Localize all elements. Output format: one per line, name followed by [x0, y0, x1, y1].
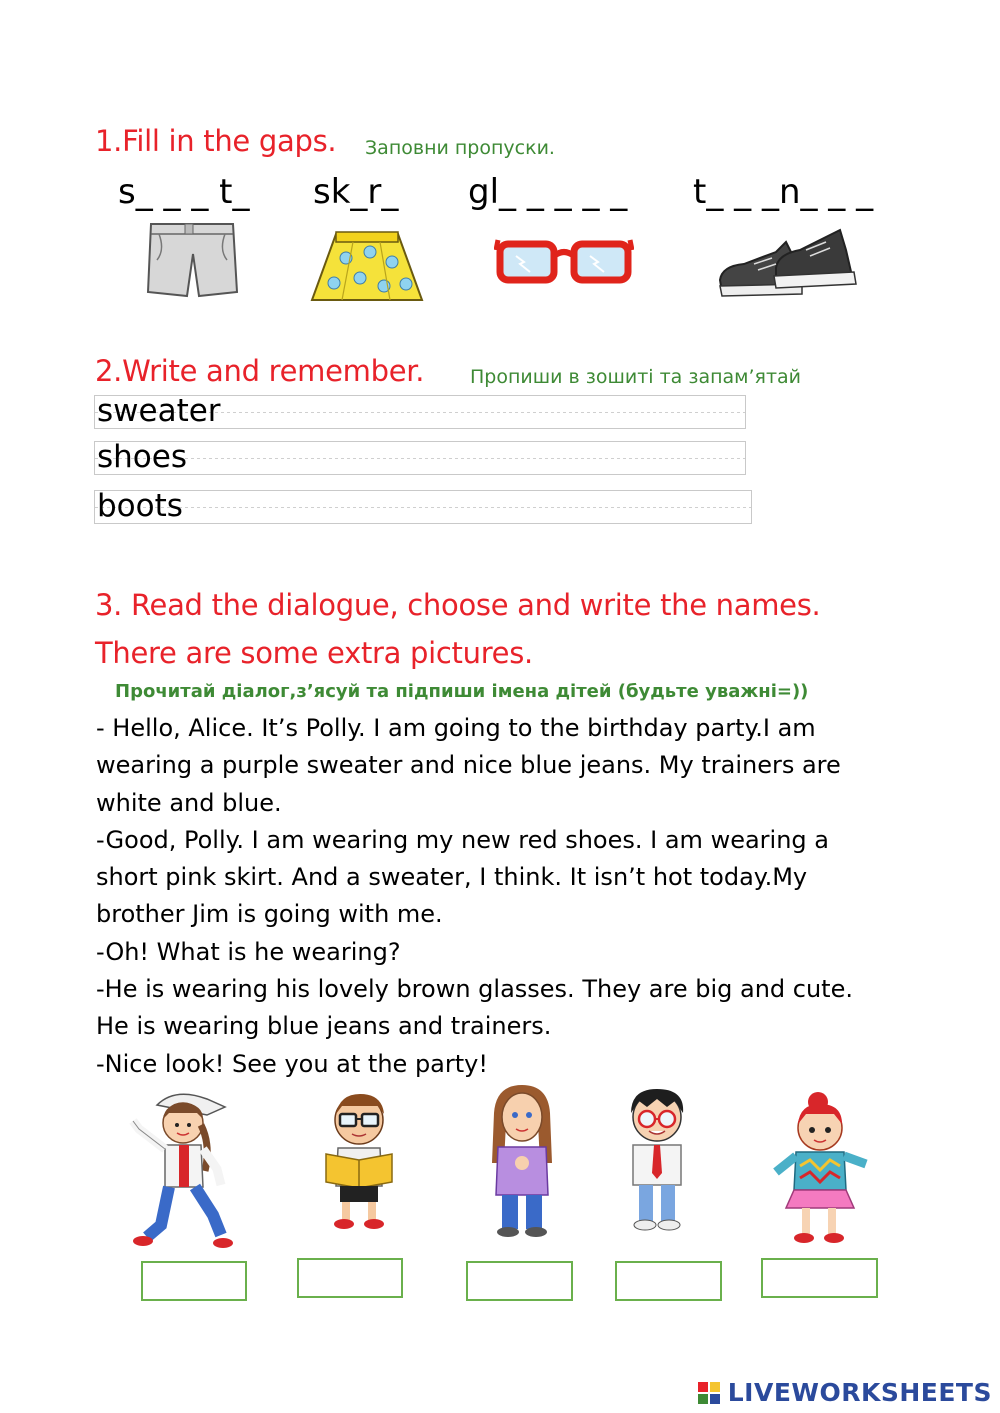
name-box-2[interactable]	[297, 1258, 403, 1298]
section3-title-line1: 3. Read the dialogue, choose and write the names.	[95, 588, 821, 622]
dialogue-line: -Nice look! See you at the party!	[96, 1049, 488, 1078]
write-word-shoes: shoes	[97, 439, 187, 475]
write-word-boots: boots	[97, 488, 183, 524]
section3-title-line2: There are some extra pictures.	[95, 636, 533, 670]
liveworksheets-logo-text: LIVEWORKSHEETS	[727, 1378, 992, 1407]
name-box-4[interactable]	[615, 1261, 722, 1301]
gap-word-skirt: sk_r_	[313, 172, 399, 212]
gap-word-trainers: t_ _ _n_ _ _	[693, 172, 874, 212]
section2-title: 2.Write and remember.	[95, 354, 425, 388]
dialogue-line: brother Jim is going with me.	[96, 900, 443, 929]
name-box-1[interactable]	[141, 1261, 247, 1301]
kid-picture-5	[770, 1090, 872, 1250]
skirt-picture	[308, 228, 426, 308]
gap-word-shorts: s_ _ _ t_	[118, 172, 250, 212]
section2-subtitle: Пропиши в зошиті та запам’ятай	[470, 366, 802, 388]
name-box-5[interactable]	[761, 1258, 878, 1298]
write-line-boots	[94, 490, 752, 524]
dialogue-text	[96, 710, 956, 1083]
liveworksheets-logo-icon	[698, 1382, 720, 1404]
write-line-sweater	[94, 395, 746, 429]
name-box-3[interactable]	[466, 1261, 573, 1301]
dialogue-line: wearing a purple sweater and nice blue jeans. My trainers are	[96, 751, 841, 780]
dialogue-line: short pink skirt. And a sweater, I think. It isn’t hot today.My	[96, 863, 808, 892]
section3-subtitle: Прочитай діалог,з’ясуй та підпиши імена дітей (будьте уважні=))	[115, 681, 809, 702]
dialogue-line: white and blue.	[96, 788, 282, 817]
trainers-picture	[714, 228, 866, 304]
kid-picture-4	[617, 1085, 697, 1233]
kid-picture-1	[125, 1085, 245, 1257]
dialogue-line: He is wearing blue jeans and trainers.	[96, 1012, 552, 1041]
dialogue-line: - Hello, Alice. It’s Polly. I am going to the birthday party.I am	[96, 714, 816, 742]
glasses-picture	[494, 234, 634, 292]
kid-picture-3	[482, 1083, 562, 1239]
write-line-shoes	[94, 441, 746, 475]
shorts-picture	[145, 220, 240, 298]
section1-subtitle: Заповни пропуски.	[365, 137, 555, 159]
section1-title: 1.Fill in the gaps.	[95, 124, 337, 158]
gap-word-glasses: gl_ _ _ _ _	[468, 172, 628, 212]
dialogue-line: -He is wearing his lovely brown glasses. They are big and cute.	[96, 975, 853, 1004]
dialogue-line: -Good, Polly. I am wearing my new red shoes. I am wearing a	[96, 825, 829, 854]
kid-picture-2	[318, 1090, 400, 1232]
write-word-sweater: sweater	[97, 393, 221, 429]
dialogue-line: -Oh! What is he wearing?	[96, 937, 401, 966]
